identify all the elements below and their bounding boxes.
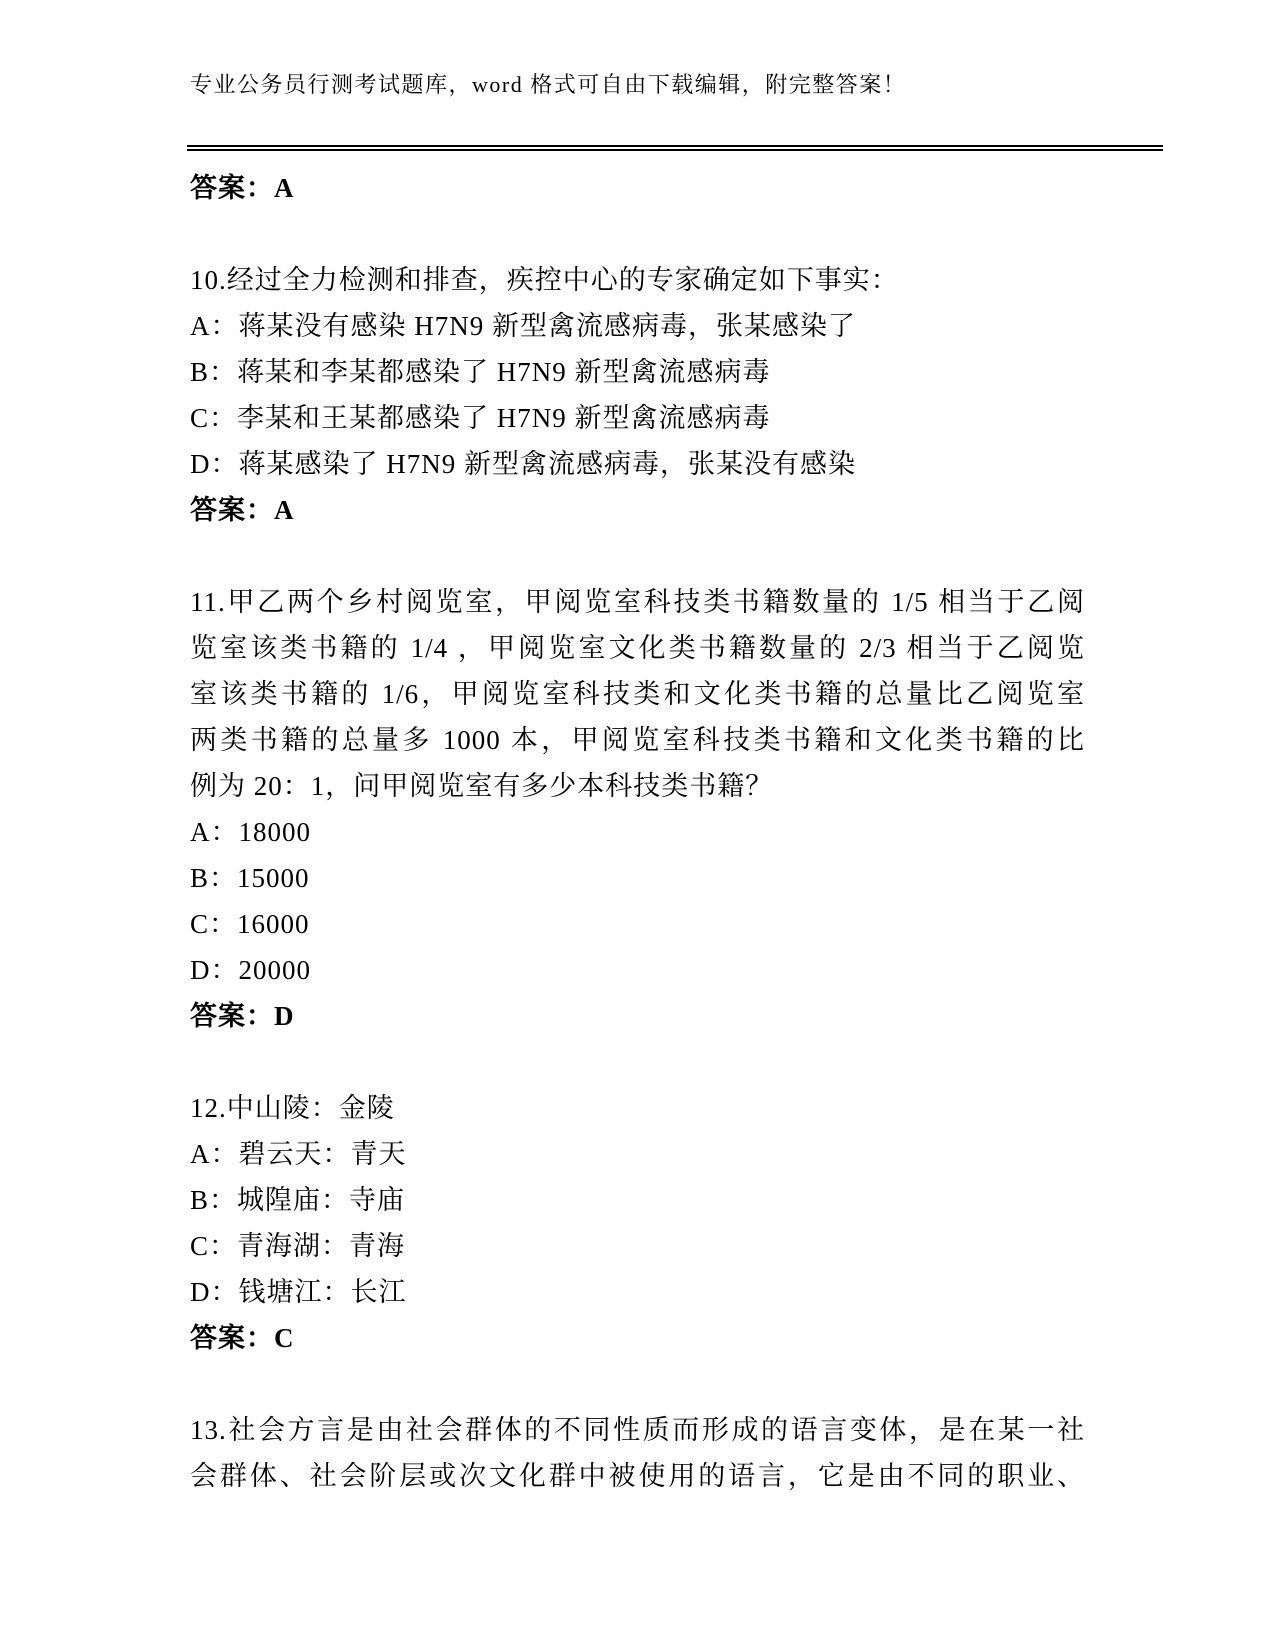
document-content (190, 165, 1085, 1499)
question-stem: 11.甲乙两个乡村阅览室，甲阅览室科技类书籍数量的 1/5 相当于乙阅 (190, 587, 1085, 617)
question-13 (190, 1407, 1085, 1499)
question-11 (190, 579, 1085, 1039)
question-stem: 例为 20：1，问甲阅览室有多少本科技类书籍？ (190, 771, 774, 801)
option-a: A：蒋某没有感染 H7N9 新型禽流感病毒，张某感染了 (190, 311, 856, 341)
option-b: B：城隍庙：寺庙 (190, 1185, 406, 1215)
option-c: C：16000 (190, 909, 310, 939)
page-header: 专业公务员行测考试题库，word 格式可自由下载编辑，附完整答案！ (190, 72, 907, 97)
option-c: C：青海湖：青海 (190, 1231, 406, 1261)
option-b: B：15000 (190, 863, 310, 893)
question-12 (190, 1085, 1085, 1361)
question-10 (190, 257, 1085, 533)
answer-line: 答案：C (190, 1323, 295, 1353)
question-stem: 两类书籍的总量多 1000 本，甲阅览室科技类书籍和文化类书籍的比 (190, 725, 1085, 755)
answer-line: 答案：A (190, 495, 295, 525)
option-a: A：碧云天：青天 (190, 1139, 407, 1169)
option-d: D：蒋某感染了 H7N9 新型禽流感病毒，张某没有感染 (190, 449, 856, 479)
question-stem: 12.中山陵：金陵 (190, 1093, 395, 1123)
option-c: C：李某和王某都感染了 H7N9 新型禽流感病毒 (190, 403, 771, 433)
question-stem: 览室该类书籍的 1/4 ，甲阅览室文化类书籍数量的 2/3 相当于乙阅览 (190, 633, 1085, 663)
question-stem: 13.社会方言是由社会群体的不同性质而形成的语言变体，是在某一社 (190, 1415, 1085, 1445)
header-divider (187, 145, 1163, 151)
option-d: D：20000 (190, 955, 311, 985)
option-a: A：18000 (190, 817, 311, 847)
question-stem: 室该类书籍的 1/6，甲阅览室科技类和文化类书籍的总量比乙阅览室 (190, 679, 1085, 709)
answer-line: 答案：A (190, 173, 295, 203)
question-stem: 10.经过全力检测和排查，疾控中心的专家确定如下事实： (190, 265, 899, 295)
question-stem: 会群体、社会阶层或次文化群中被使用的语言，它是由不同的职业、 (190, 1461, 1085, 1491)
option-d: D：钱塘江：长江 (190, 1277, 407, 1307)
answer-line: 答案：D (190, 1001, 295, 1031)
option-b: B：蒋某和李某都感染了 H7N9 新型禽流感病毒 (190, 357, 771, 387)
